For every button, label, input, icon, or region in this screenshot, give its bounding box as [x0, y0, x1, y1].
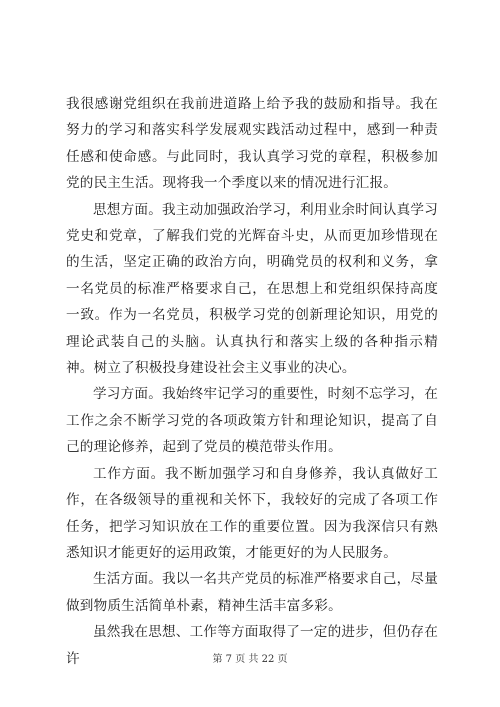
paragraph-conclusion: 虽然我在思想、工作等方面取得了一定的进步，但仍存在许: [66, 624, 438, 667]
paragraph-thought: 思想方面。我主动加强政治学习，利用业余时间认真学习党史和党章，了解我们党的光辉奋斗史，从而更加珍惜现在的生活，坚定正确的政治方向，明确党员的权利和义务，拿一名党员的标准严格要求自己，在思想上和党组织保持高度一致。作为一名党员，积极学习党的创新理论知识，用党的理论武装自己的头脑。认真执行和落实上级的各种指示精神。树立了积极投身建设社会主义事业的决心。: [66, 201, 438, 377]
paragraph-work: 工作方面。我不断加强学习和自身修养，我认真做好工作，在各级领导的重视和关怀下，我较好的完成了各项工作任务，把学习知识放在工作的重要位置。因为我深信只有熟悉知识才能更好的运用政策，才能更好的为人民服务。: [66, 465, 438, 561]
paragraph-life: 生活方面。我以一名共产党员的标准严格要求自己，尽量做到物质生活简单朴素，精神生活丰富多彩。: [66, 571, 438, 614]
page-footer: 第 7 页 共 22 页: [212, 654, 288, 665]
paragraph-intro: 我很感谢党组织在我前进道路上给予我的鼓励和指导。我在努力的学习和落实科学发展观实践活动过程中，感到一种责任感和使命感。与此同时，我认真学习党的章程，积极参加党的民主生活。现将我一个季度以来的情况进行汇报。: [66, 96, 438, 192]
paragraph-study: 学习方面。我始终牢记学习的重要性，时刻不忘学习，在工作之余不断学习党的各项政策方针和理论知识，提高了自己的理论修养，起到了党员的模范带头作用。: [66, 386, 438, 456]
document-body: [66, 91, 438, 672]
